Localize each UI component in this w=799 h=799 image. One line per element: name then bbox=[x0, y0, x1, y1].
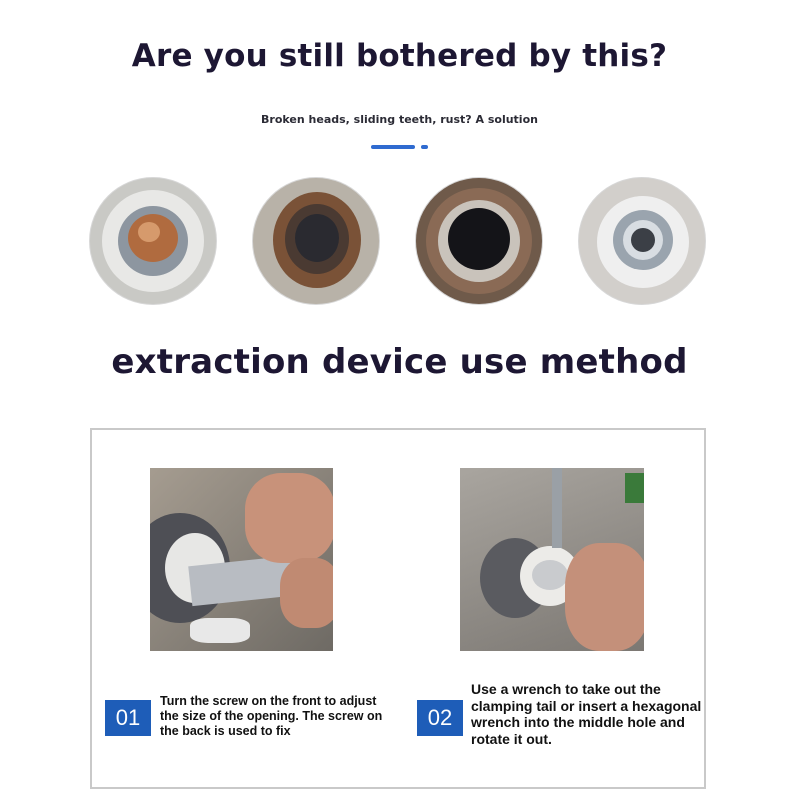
divider-dot bbox=[421, 145, 428, 149]
step-number-1: 01 bbox=[105, 700, 151, 736]
step-text-2: Use a wrench to take out the clamping tail or insert a hexagonal wrench into the middle hole and rotate it out. bbox=[471, 681, 702, 747]
divider-bar bbox=[371, 145, 415, 149]
pipe-sliding-teeth-photo bbox=[253, 178, 379, 304]
pipe-broken-head-photo bbox=[90, 178, 216, 304]
pipe-rust-photo bbox=[416, 178, 542, 304]
method-title: extraction device use method bbox=[111, 342, 688, 382]
hand-adjusting-extractor-photo bbox=[150, 468, 333, 651]
page-title: Are you still bothered by this? bbox=[131, 38, 668, 74]
step-text-1: Turn the screw on the front to adjust the size of the opening. The screw on the back is used to fix bbox=[160, 694, 383, 738]
pipe-stuck-fitting-photo bbox=[579, 178, 705, 304]
hand-turning-wrench-photo bbox=[460, 468, 644, 651]
step-number-2: 02 bbox=[417, 700, 463, 736]
page-subtitle: Broken heads, sliding teeth, rust? A solution bbox=[261, 113, 538, 126]
